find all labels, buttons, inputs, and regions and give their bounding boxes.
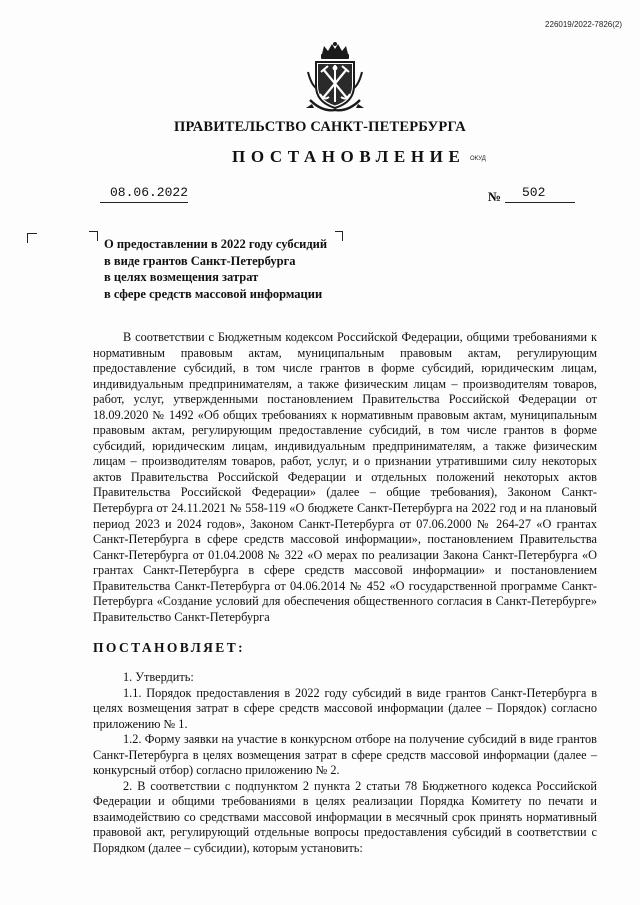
subject-line: в сфере средств массовой информации bbox=[104, 286, 323, 301]
preamble-paragraph: В соответствии с Бюджетным кодексом Российской Федерации, общими требованиями к нормативным правовым актам, муниципальным правовым актам, регулирующим предоставление субсидий, в том числе грантов в форме субсидий, юридическим лицам, индивидуальным предпринимателям, а также физическим лицам – производителям товаров, работ, услуг, утвержденными постановлением Правительства Российской Федерации от 18.09.2020 № 1492 «Об общих требованиях к нормативным правовым актам, муниципальным правовым актам, регулирующим предоставление субсидий, в том числе грантов в форме субсидий, юридическим лицам, индивидуальным предпринимателям, а также физическим лицам – производителям товаров, работ, услуг, и о признании утратившими силу некоторых актов Правительства Российской Федерации и отдельных положений некоторых актов Правительства Российской Федерации» (далее – общие требования), Законом Санкт-Петербурга от 24.11.2021 № 558-119 «О бюджете Санкт-Петербурга на 2022 год и на плановый период 2023 и 2024 годов», Законом Санкт-Петербурга от 07.06.2000 № 264-27 «О грантах Санкт-Петербурга в сфере средств массовой информации», постановлением Правительства Санкт-Петербурга от 01.04.2008 № 322 «О мерах по реализации Закона Санкт-Петербурга «О грантах Санкт-Петербурга в сфере средств массовой информации» и постановлением Правительства Санкт-Петербурга от 04.06.2014 № 452 «О государственной программе Санкт-Петербурга «Создание условий для обеспечения общественного согласия в Санкт-Петербурге» Правительство Санкт-Петербурга bbox=[93, 330, 597, 624]
registration-number: 226019/2022-7826(2) bbox=[545, 20, 622, 29]
number-underline bbox=[505, 202, 575, 203]
corner-mark-left bbox=[27, 233, 37, 243]
preamble-section bbox=[93, 330, 597, 625]
document-number: 502 bbox=[522, 185, 546, 200]
okud-label: ОКУД bbox=[470, 156, 486, 162]
date-underline bbox=[100, 202, 188, 203]
resolution-items bbox=[93, 670, 597, 857]
decree-heading: ПОСТАНОВЛЯЕТ: bbox=[93, 640, 246, 655]
subject-line: в виде грантов Санкт-Петербурга bbox=[104, 253, 296, 268]
subject-line: О предоставлении в 2022 году субсидий bbox=[104, 237, 328, 251]
list-item: 1.2. Форму заявки на участие в конкурсном отборе на получение субсидий в виде грантов Санкт-Петербурга в целях возмещения затрат в сфере средств массовой информации (далее – конкурсный отбор) согласно приложению № 2. bbox=[93, 732, 597, 778]
number-sign: № bbox=[488, 189, 502, 204]
corner-mark-subject-start bbox=[89, 231, 98, 241]
government-name: ПРАВИТЕЛЬСТВО САНКТ-ПЕТЕРБУРГА bbox=[174, 119, 466, 135]
list-item: 1. Утвердить: bbox=[123, 670, 194, 684]
subject-line: в целях возмещения затрат bbox=[104, 270, 259, 285]
document-type: ПОСТАНОВЛЕНИЕ bbox=[232, 147, 466, 166]
list-item: 2. В соответствии с подпунктом 2 пункта 2 статьи 78 Бюджетного кодекса Российской Федерации и общими требованиями в целях реализации Порядка Комитету по печати и взаимодействию со средствами массовой информации в месячный срок принять нормативный правовой акт, регулирующий отдельные вопросы предоставления субсидий в соответствии с Порядком (далее – субсидии), которым установить: bbox=[93, 778, 597, 856]
document-date: 08.06.2022 bbox=[110, 185, 189, 200]
saint-petersburg-coat-of-arms-icon bbox=[302, 42, 368, 112]
list-item: 1.1. Порядок предоставления в 2022 году субсидий в виде грантов Санкт-Петербурга в целях возмещения затрат в сфере средств массовой информации (далее – Порядок) согласно приложению № 1. bbox=[93, 685, 597, 731]
document-subject bbox=[104, 236, 364, 302]
